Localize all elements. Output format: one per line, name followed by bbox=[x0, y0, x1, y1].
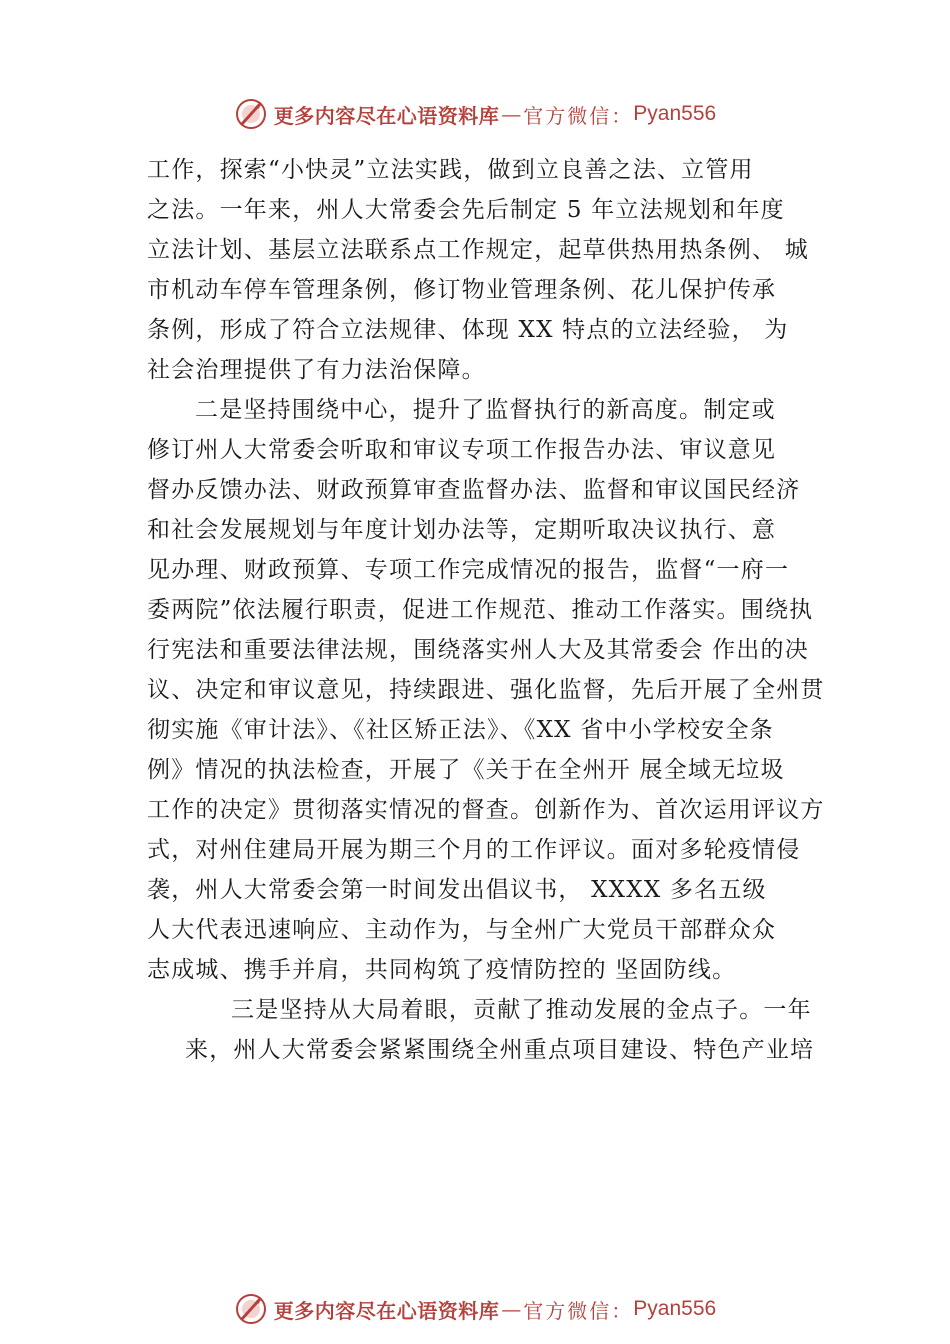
body-line: 和社会发展规划与年度计划办法等，定期听取决议执行、意 bbox=[147, 517, 777, 543]
footer-wechat-id: Pyan556 bbox=[633, 1297, 717, 1320]
footer-brand: 更多内容尽在心语资料库 bbox=[273, 1298, 500, 1323]
body-line: 式，对州住建局开展为期三个月的工作评议。面对多轮疫情侵 bbox=[147, 837, 801, 863]
body-line: 人大代表迅速响应、主动作为，与全州广大党员干部群众众 bbox=[147, 917, 777, 943]
body-line: 立法计划、基层立法联系点工作规定，起草供热用热条例、 城 bbox=[147, 237, 809, 263]
footer-wechat-label: 官方微信： bbox=[523, 1298, 634, 1323]
body-line: 社会治理提供了有力法治保障。 bbox=[147, 357, 486, 383]
header-separator: — bbox=[501, 102, 522, 126]
body-line: 条例，形成了符合立法规律、体现 XX 特点的立法经验， 为 bbox=[147, 317, 789, 343]
document-body bbox=[147, 150, 827, 1070]
header-wechat-label: 官方微信： bbox=[523, 103, 634, 128]
body-line: 志成城、携手并肩，共同构筑了疫情防控的 坚固防线。 bbox=[147, 957, 737, 983]
body-line: 彻实施《审计法》、《社区矫正法》、《XX 省中小学校安全条 bbox=[147, 717, 774, 743]
brush-logo-icon bbox=[234, 97, 268, 131]
paragraph-start-line: 三是坚持从大局着眼，贡献了推动发展的金点子。一年 bbox=[231, 997, 812, 1023]
body-line: 督办反馈办法、财政预算审查监督办法、监督和审议国民经济 bbox=[147, 477, 801, 503]
body-line: 袭，州人大常委会第一时间发出倡议书， XXXX 多名五级 bbox=[147, 877, 767, 903]
body-line: 行宪法和重要法律法规，围绕落实州人大及其常委会 作出的决 bbox=[147, 637, 809, 663]
header-banner bbox=[0, 94, 950, 134]
footer-separator: — bbox=[501, 1297, 522, 1321]
footer-banner bbox=[0, 1289, 950, 1329]
body-line: 市机动车停车管理条例，修订物业管理条例、花儿保护传承 bbox=[147, 277, 777, 303]
body-line: 例》情况的执法检查，开展了《关于在全州开 展全域无垃圾 bbox=[147, 757, 785, 783]
header-wechat-id: Pyan556 bbox=[633, 102, 717, 125]
body-line: 议、决定和审议意见，持续跟进、强化监督，先后开展了全州贯 bbox=[147, 677, 825, 703]
paragraph-start-line: 二是坚持围绕中心，提升了监督执行的新高度。制定或 bbox=[195, 397, 776, 423]
body-line: 委两院”依法履行职责，促进工作规范、推动工作落实。围绕执 bbox=[147, 597, 814, 623]
body-line: 工作，探索“小快灵”立法实践，做到立良善之法、立管用 bbox=[147, 157, 754, 183]
body-line: 工作的决定》贯彻落实情况的督查。创新作为、首次运用评议方 bbox=[147, 797, 825, 823]
body-line: 修订州人大常委会听取和审议专项工作报告办法、审议意见 bbox=[147, 437, 777, 463]
header-brand: 更多内容尽在心语资料库 bbox=[273, 103, 500, 128]
body-line: 见办理、财政预算、专项工作完成情况的报告，监督“一府一 bbox=[147, 557, 790, 583]
brush-logo-icon bbox=[234, 1292, 268, 1326]
body-line: 之法。一年来，州人大常委会先后制定 5 年立法规划和年度 bbox=[147, 197, 785, 223]
body-line: 来，州人大常委会紧紧围绕全州重点项目建设、特色产业培 bbox=[185, 1037, 815, 1063]
